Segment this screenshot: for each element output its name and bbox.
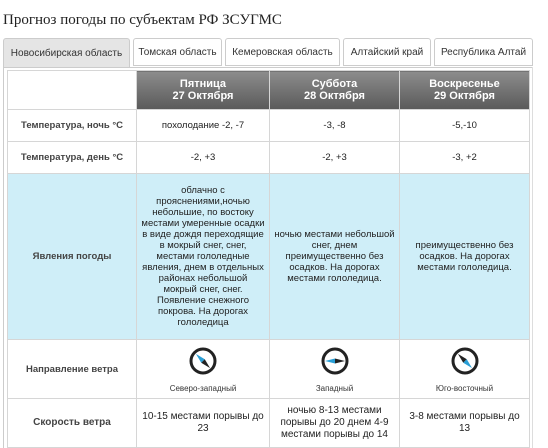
row-label-wind-direction: Направление ветра bbox=[8, 340, 137, 399]
cell-temp-night: -5,-10 bbox=[400, 110, 530, 142]
tab-novosibirsk[interactable]: Новосибирская область bbox=[3, 38, 130, 68]
table-row bbox=[8, 174, 530, 340]
cell-phenomena: ночью местами небольшой снег, днем преимущественно без осадков. На дорогах местами гололедица. bbox=[270, 174, 400, 340]
cell-wind-direction bbox=[270, 340, 400, 399]
table-row bbox=[8, 340, 530, 399]
cell-wind-speed: 3-8 местами порывы до 13 bbox=[400, 399, 530, 448]
day-date: 27 Октября bbox=[172, 90, 234, 102]
region-tabs bbox=[3, 38, 543, 68]
row-label-temp-day: Температура, день °С bbox=[8, 142, 137, 174]
cell-temp-day: -2, +3 bbox=[137, 142, 270, 174]
wind-direction-label: Юго-восточный bbox=[435, 384, 494, 393]
tab-altai-republic[interactable]: Республика Алтай bbox=[434, 38, 533, 66]
day-header-friday bbox=[137, 71, 270, 110]
compass-west-icon bbox=[320, 346, 350, 376]
weather-table bbox=[7, 70, 530, 448]
cell-wind-direction bbox=[137, 340, 270, 399]
day-weekday: Суббота bbox=[311, 78, 358, 90]
compass-southeast-icon bbox=[450, 346, 480, 376]
cell-temp-day: -3, +2 bbox=[400, 142, 530, 174]
cell-wind-speed: 10-15 местами порывы до 23 bbox=[137, 399, 270, 448]
header-corner bbox=[8, 71, 137, 110]
wind-direction-label: Западный bbox=[315, 384, 354, 393]
day-weekday: Пятница bbox=[179, 78, 227, 90]
row-label-wind-speed: Скорость ветра bbox=[8, 399, 137, 448]
row-label-phenomena: Явления погоды bbox=[8, 174, 137, 340]
table-row bbox=[8, 399, 530, 448]
tab-altai-krai[interactable]: Алтайский край bbox=[343, 38, 431, 66]
cell-temp-night: -3, -8 bbox=[270, 110, 400, 142]
day-header-sunday bbox=[400, 71, 530, 110]
table-row bbox=[8, 142, 530, 174]
row-label-temp-night: Температура, ночь °С bbox=[8, 110, 137, 142]
cell-temp-night: похолодание -2, -7 bbox=[137, 110, 270, 142]
scroll-edge bbox=[532, 67, 533, 448]
cell-phenomena: преимущественно без осадков. На дорогах местами гололедица. bbox=[400, 174, 530, 340]
day-weekday: Воскресенье bbox=[429, 78, 500, 90]
cell-wind-speed: ночью 8-13 местами порывы до 20 днем 4-9 местами порывы до 14 bbox=[270, 399, 400, 448]
table-row bbox=[8, 110, 530, 142]
table-header-row bbox=[8, 71, 530, 110]
tab-kemerovo[interactable]: Кемеровская область bbox=[225, 38, 340, 66]
tab-tomsk[interactable]: Томская область bbox=[133, 38, 222, 66]
cell-temp-day: -2, +3 bbox=[270, 142, 400, 174]
day-date: 28 Октября bbox=[304, 90, 365, 102]
day-header-saturday bbox=[270, 71, 400, 110]
wind-direction-label: Северо-западный bbox=[169, 384, 237, 393]
day-date: 29 Октября bbox=[434, 90, 495, 102]
cell-phenomena: облачно с прояснениями,ночью небольшие, по востоку местами умеренные осадки в виде дождя переходящие в мокрый снег, снег, местами гололедные явления, днем в отдельных районах небольшой мокрый снег, снег. Появление снежного покрова. На дорогах гололедица bbox=[137, 174, 270, 340]
cell-wind-direction bbox=[400, 340, 530, 399]
page-title: Прогноз погоды по субъектам РФ ЗСУГМС bbox=[3, 12, 282, 28]
compass-northwest-icon bbox=[188, 346, 218, 376]
